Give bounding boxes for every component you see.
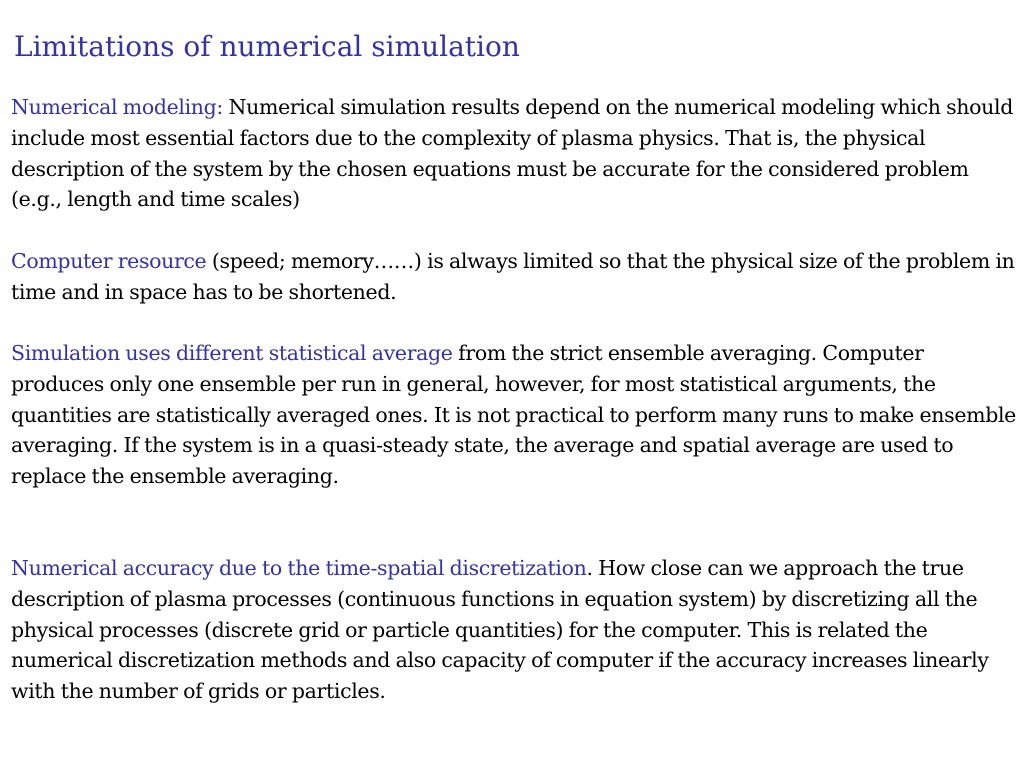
- paragraph-body: from the strict ensemble averaging. Computer produces only one ensemble per run in general, however, for most statistical arguments, the quantities are statistically averaged ones. It is not practical to perform many runs to make ensemble averaging. If the system is in a quasi-steady state, the average and spatial average are used to replace the ensemble averaging.: [11, 341, 1016, 489]
- paragraph-computer-resource: [11, 246, 1019, 308]
- paragraph-lead: Simulation uses different statistical average: [11, 341, 453, 365]
- paragraph-lead: Numerical accuracy due to the time-spatial discretization: [11, 556, 587, 580]
- paragraph-body: Numerical simulation results depend on the numerical modeling which should include most essential factors due to the complexity of plasma physics. That is, the physical description of the system by the chosen equations must be accurate for the considered problem (e.g., length and time scales): [11, 95, 1013, 212]
- paragraph-body: . How close can we approach the true description of plasma processes (continuous functions in equation system) by discretizing all the physical processes (discrete grid or particle quantities) for the computer. This is related the numerical discretization methods and also capacity of computer if the accuracy increases linearly with the number of grids or particles.: [11, 556, 989, 704]
- slide-title: Limitations of numerical simulation: [14, 30, 520, 63]
- paragraph-lead: Numerical modeling:: [11, 95, 223, 119]
- paragraph-statistical-average: [11, 338, 1019, 492]
- paragraph-numerical-modeling: [11, 92, 1019, 215]
- paragraph-lead: Computer resource: [11, 249, 207, 273]
- paragraph-body: (speed; memory……) is always limited so that the physical size of the problem in time and in space has to be shortened.: [11, 249, 1015, 304]
- paragraph-numerical-accuracy: [11, 553, 1019, 707]
